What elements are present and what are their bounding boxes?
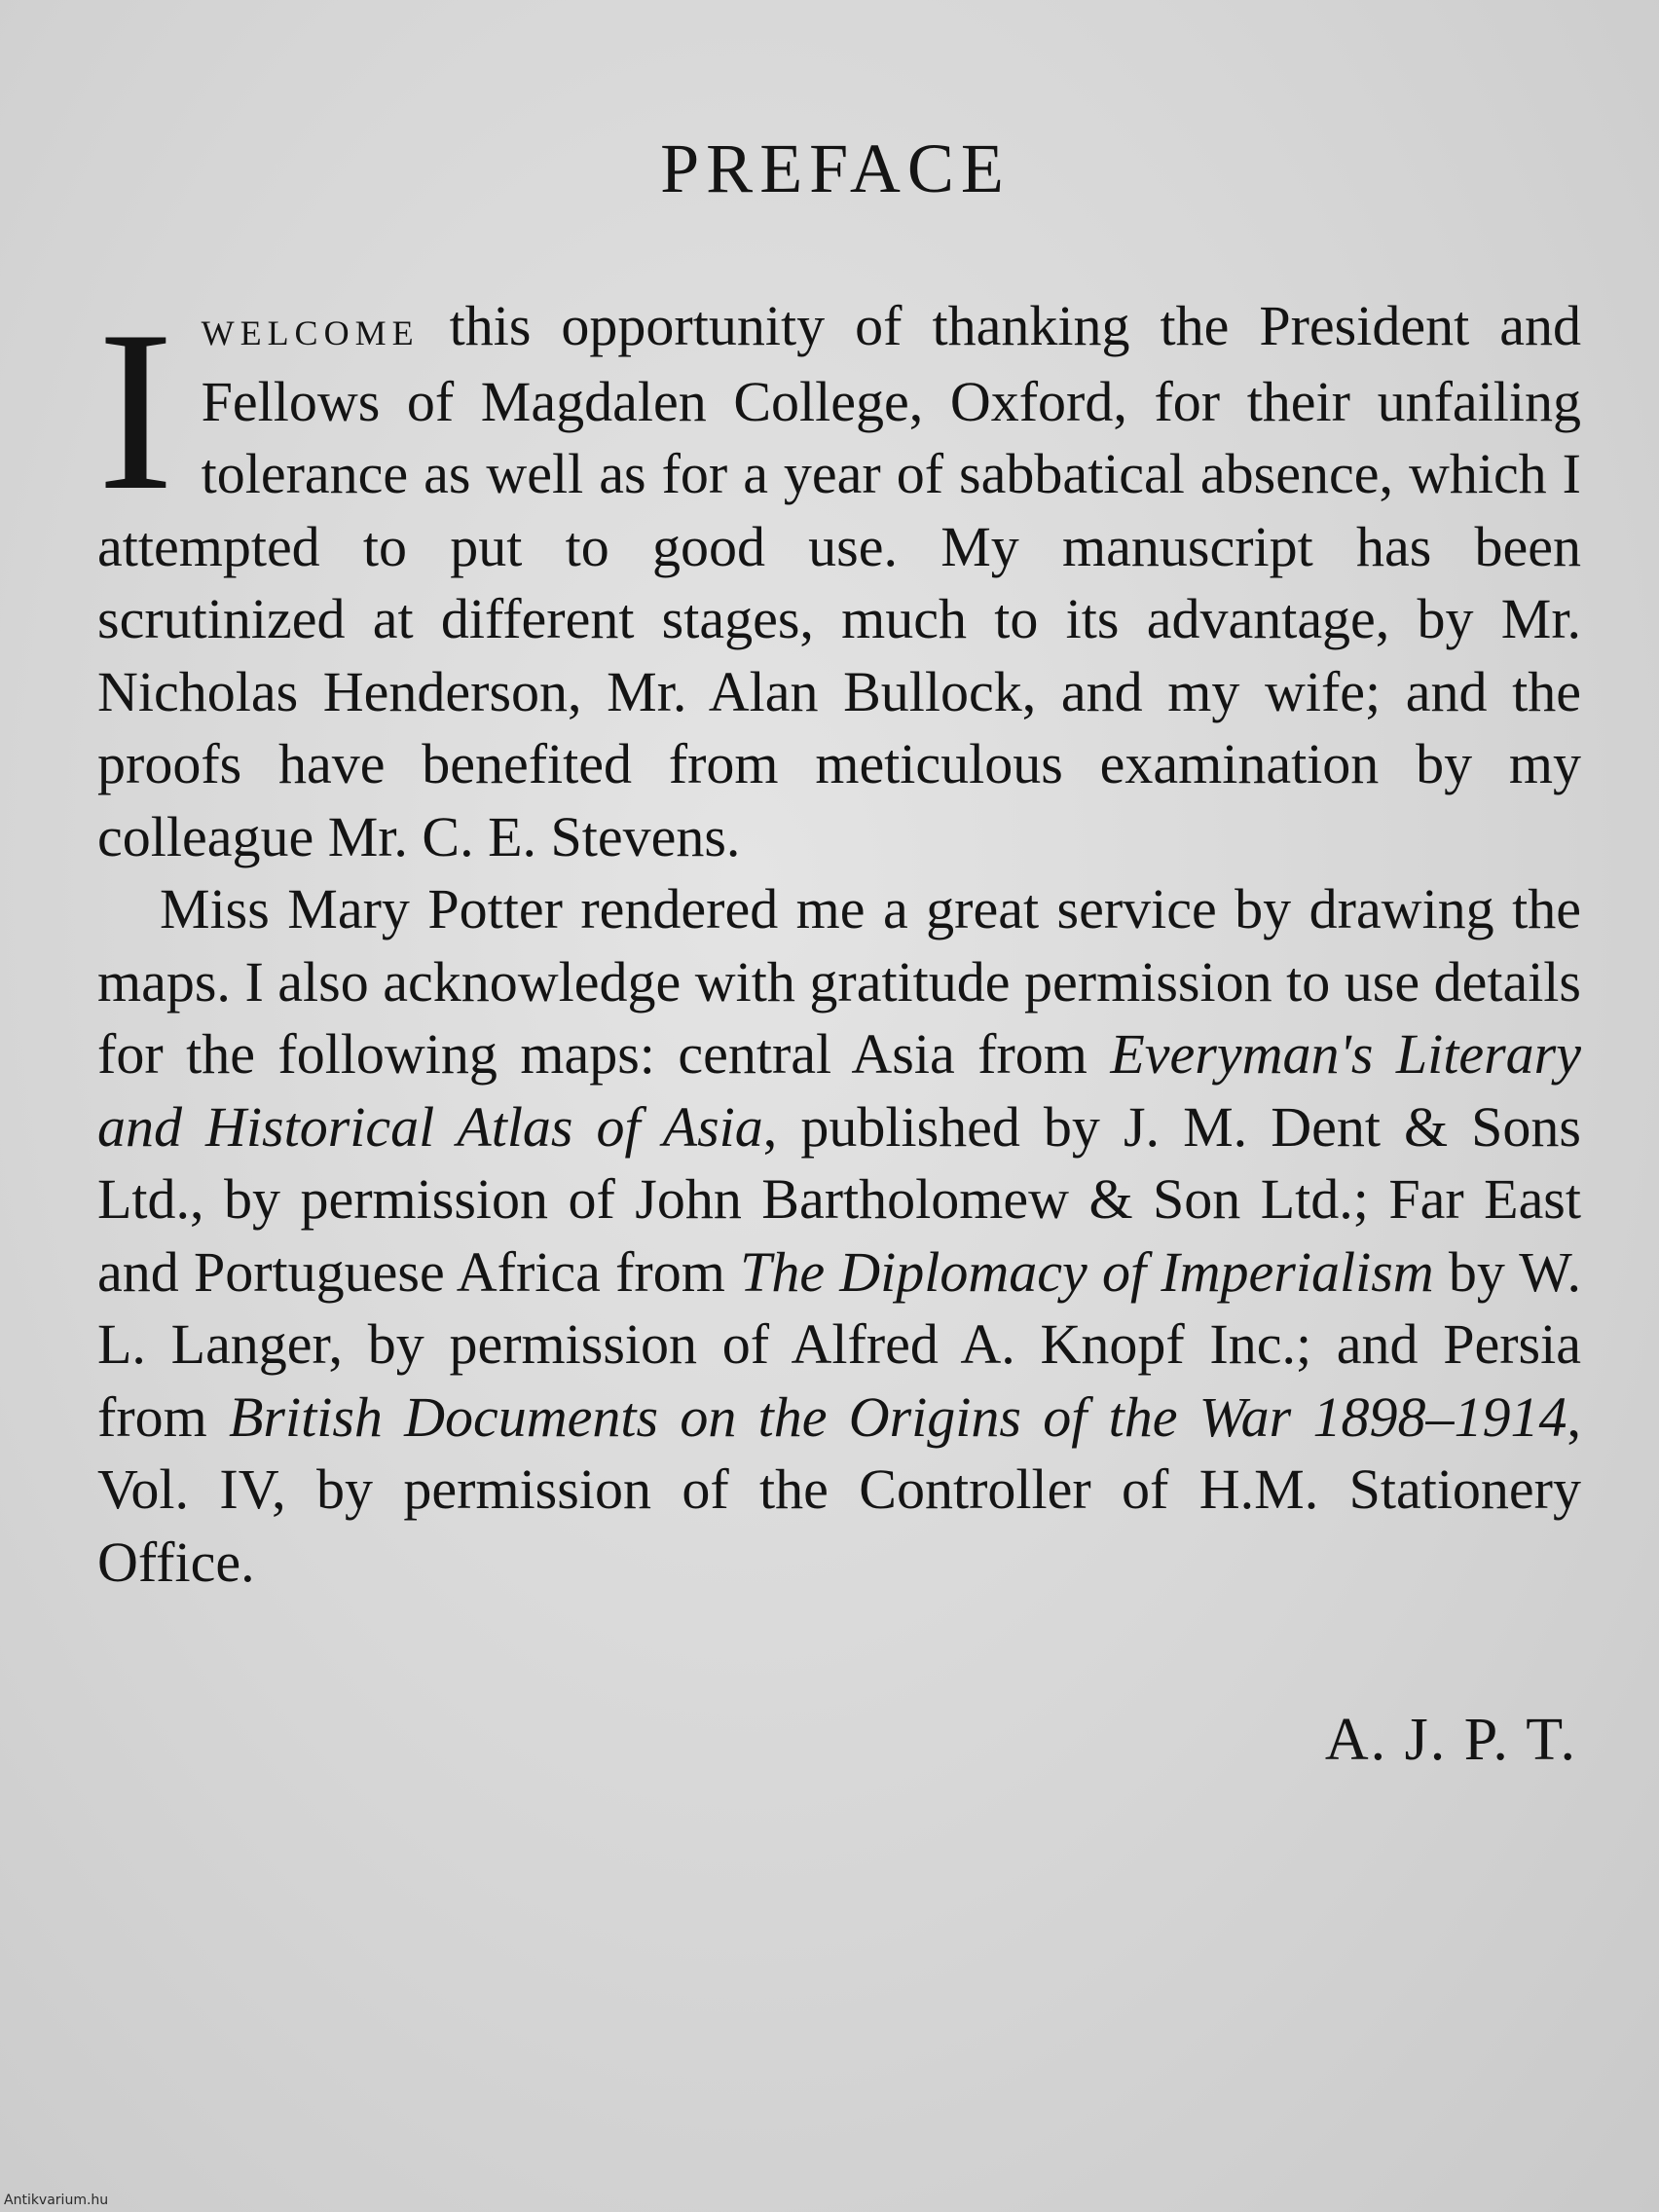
paragraph-2-part-2: , published by J. M. Dent & Sons Ltd., by permission of John Bartholomew & Son Ltd.; Far East and Portuguese Africa from — [97, 1094, 1582, 1304]
paragraph-2-part-1: Miss Mary Potter rendered me a great service by drawing the maps. I also acknowledge with gratitude permission to use details for the following maps: central Asia from — [97, 877, 1581, 1086]
paragraph-2-part-4: , Vol. IV, by permission of the Controller of H.M. Stationery Office. — [97, 1384, 1581, 1594]
page-title: PREFACE — [660, 129, 1011, 207]
preface-body — [97, 284, 1582, 1599]
book-title-british-documents: British Documents on the Origins of the War 1898–1914 — [229, 1384, 1567, 1449]
paragraph-2-part-3: by W. L. Langer, by permission of Alfred A. Knopf Inc.; and Persia from — [97, 1239, 1581, 1449]
book-title-diplomacy: The Diplomacy of Imperialism — [740, 1239, 1434, 1304]
drop-cap: I — [97, 284, 174, 538]
paragraph-2 — [97, 873, 1581, 1599]
book-title-atlas: Everyman's Literary and Historical Atlas of Asia — [97, 1022, 1581, 1159]
paragraph-1 — [97, 284, 1581, 873]
author-initials: A. J. P. T. — [1324, 1707, 1577, 1773]
paragraph-1-text: this opportunity of thanking the President and Fellows of Magdalen College, Oxford, for their unfailing tolerance as well as for a year of sabbatical absence, which I attempted to put to good use. My manuscript has been scrutinized at different stages, much to its advantage, by Mr. Nicholas Henderson, Mr. Alan Bullock, and my wife; and the proofs have benefited from meticulous examination by my colleague Mr. C. E. Stevens. — [97, 294, 1581, 868]
lead-word: welcome — [201, 301, 420, 356]
watermark: Antikvarium.hu — [4, 2193, 109, 2208]
